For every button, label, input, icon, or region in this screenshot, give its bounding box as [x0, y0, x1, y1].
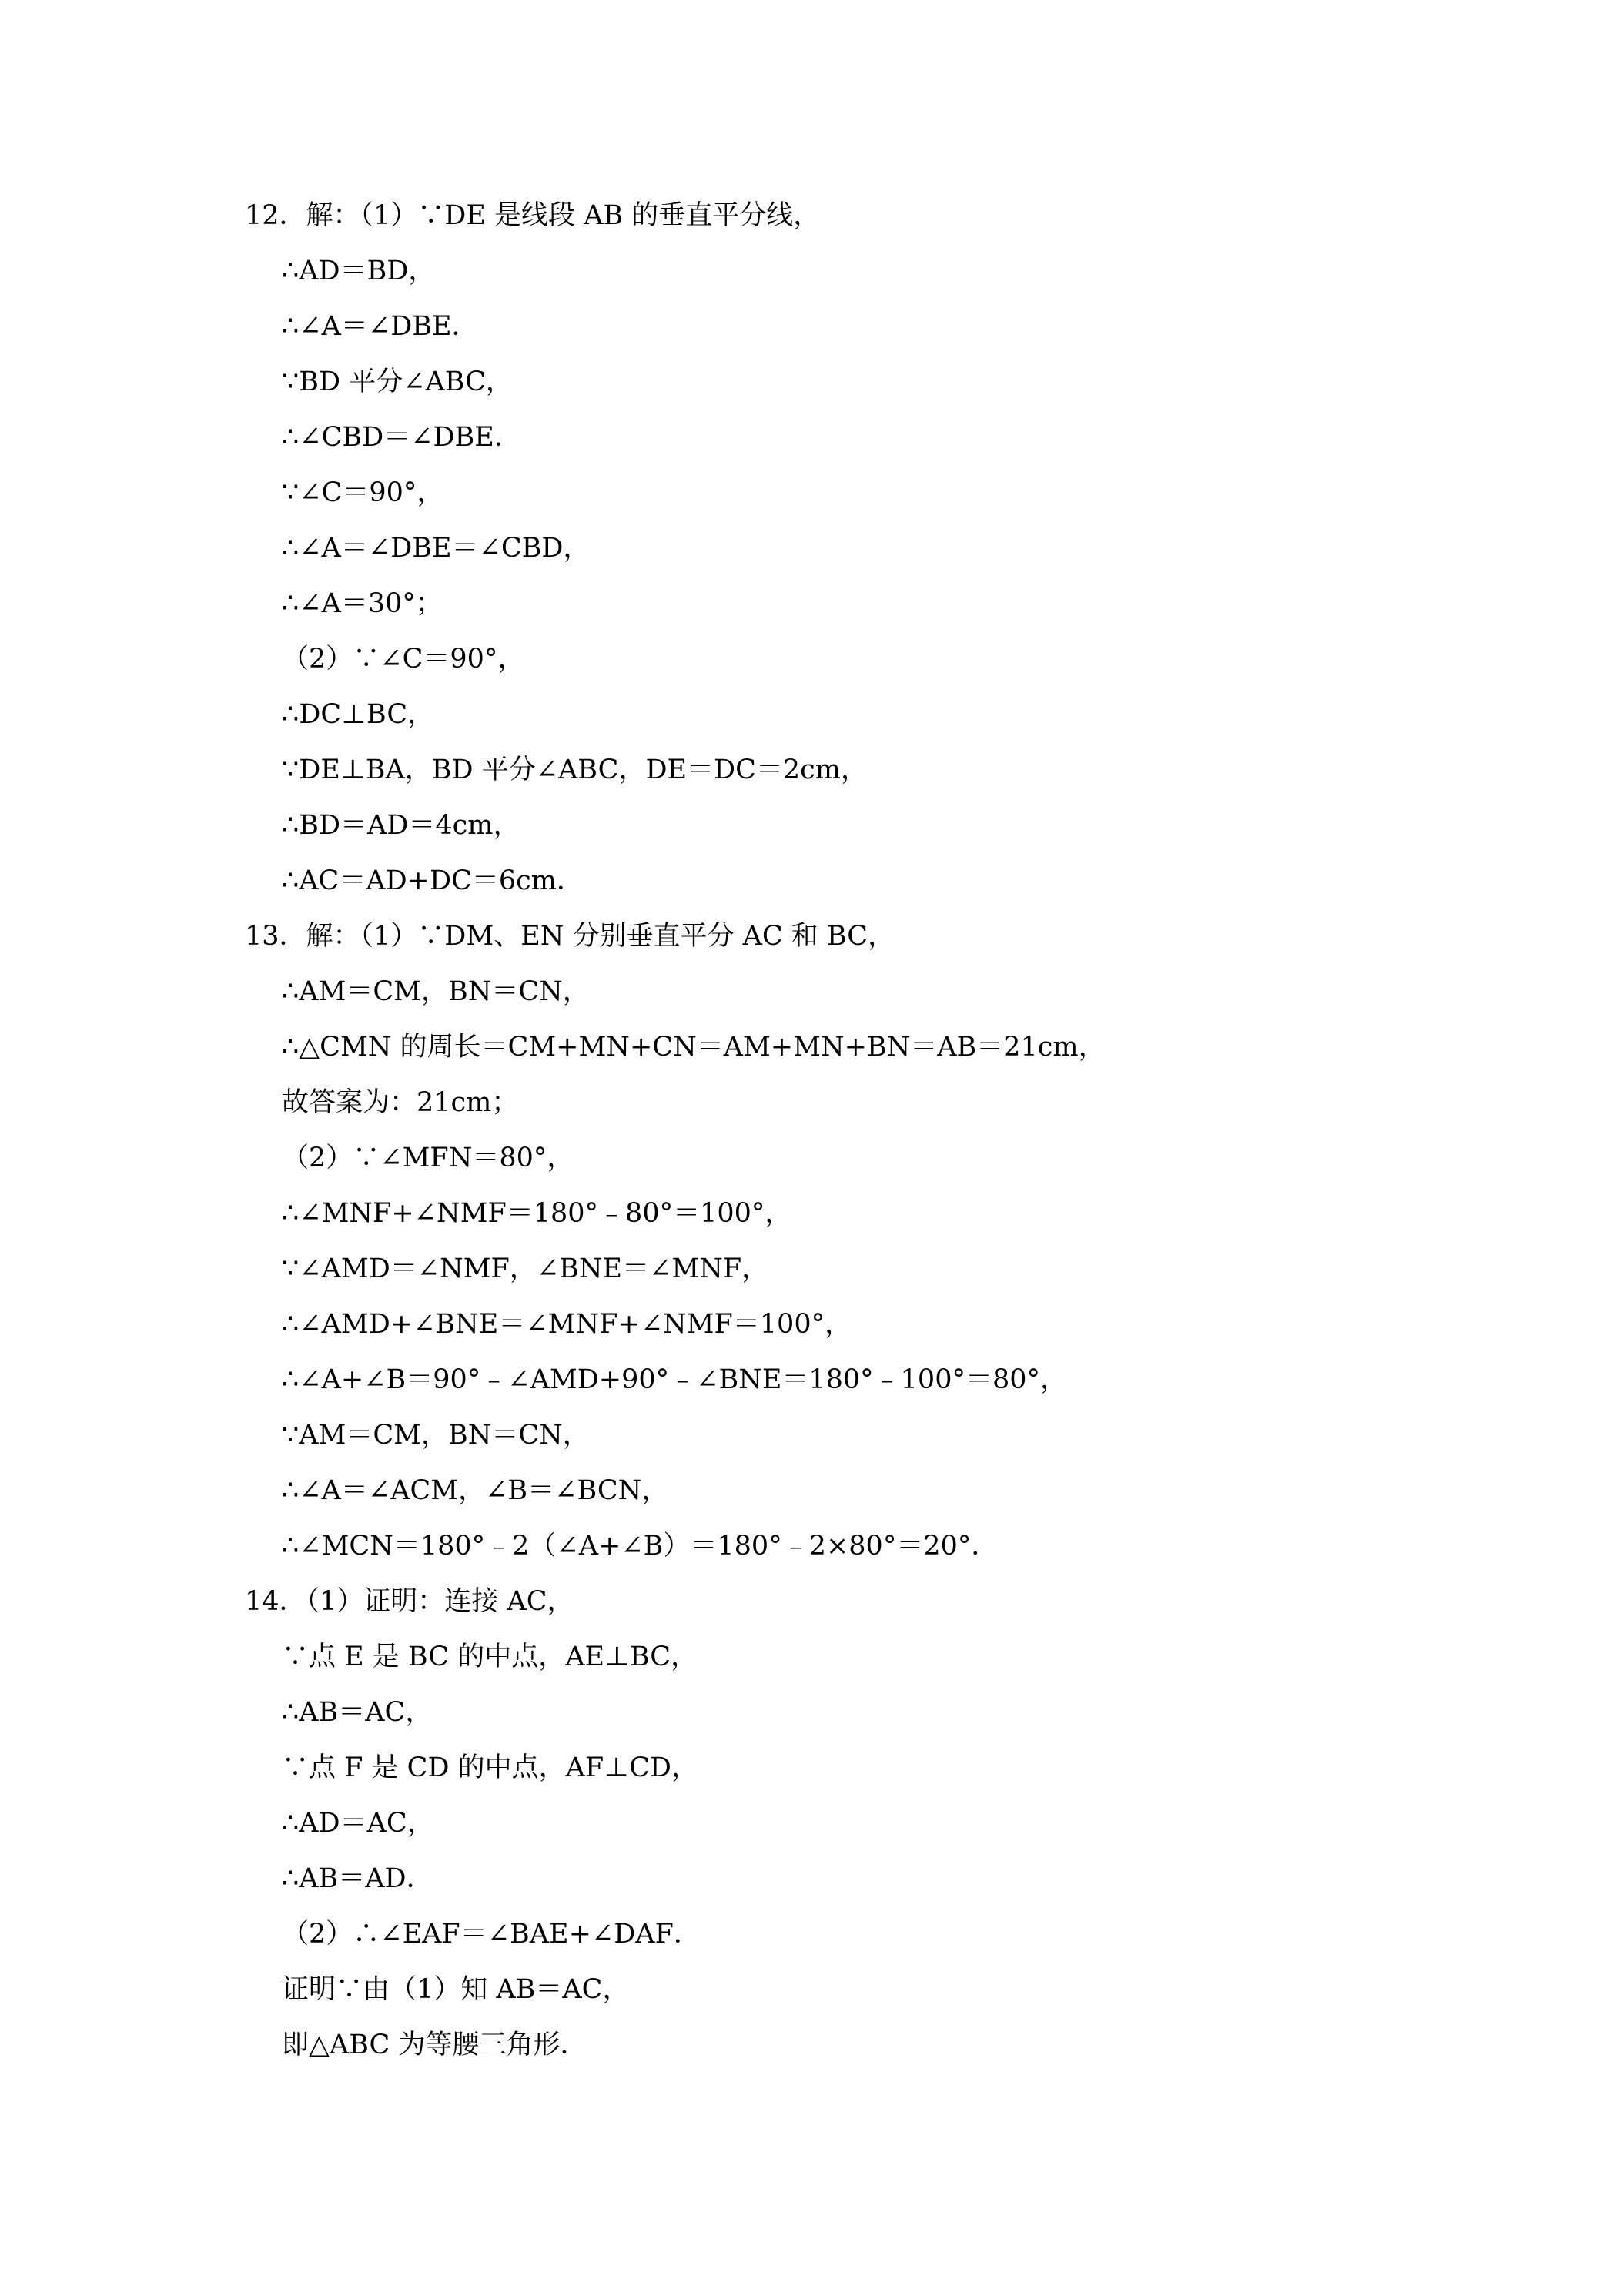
- text-line: （2）∵∠MFN＝80°，: [282, 1143, 574, 1173]
- text-line: ∵BD 平分∠ABC，: [282, 366, 513, 397]
- text-line: 13．解：（1）∵DM、EN 分别垂直平分 AC 和 BC，: [245, 921, 895, 952]
- text-line: （2）∴∠EAF＝∠BAE+∠DAF．: [282, 1919, 701, 1950]
- text-line: ∵∠C＝90°，: [282, 477, 444, 508]
- text-line: ∴∠A＝∠ACM，∠B＝∠BCN，: [282, 1475, 669, 1506]
- text-line: ∵AM＝CM，BN＝CN，: [282, 1420, 590, 1451]
- text-line: 12．解：（1）∵DE 是线段 AB 的垂直平分线，: [245, 200, 821, 231]
- text-line: ∴AB＝AC，: [282, 1697, 433, 1728]
- text-line: ∴AD＝AC，: [282, 1808, 434, 1839]
- text-line: 证明∵由（1）知 AB＝AC，: [282, 1974, 630, 2005]
- text-line: ∴∠A＝∠DBE．: [282, 311, 479, 342]
- text-line: ∵DE⊥BA，BD 平分∠ABC，DE＝DC＝2cm，: [282, 755, 868, 785]
- text-line: 即△ABC 为等腰三角形．: [282, 2030, 587, 2060]
- text-line: ∵点 F 是 CD 的中点，AF⊥CD，: [282, 1752, 698, 1783]
- text-line: ∴∠A+∠B＝90°﹣∠AMD+90°﹣∠BNE＝180°﹣100°＝80°，: [282, 1364, 1068, 1395]
- text-line: ∴AM＝CM，BN＝CN，: [282, 976, 590, 1007]
- text-line: ∴AB＝AD．: [282, 1863, 433, 1894]
- text-line: ∴∠MNF+∠NMF＝180°﹣80°＝100°，: [282, 1198, 792, 1229]
- text-line: ∴∠A＝30°；: [282, 588, 443, 619]
- text-line: ∵点 E 是 BC 的中点，AE⊥BC，: [282, 1642, 698, 1672]
- text-line: ∴BD＝AD＝4cm，: [282, 810, 520, 841]
- text-line: ∵∠AMD＝∠NMF，∠BNE＝∠MNF，: [282, 1253, 769, 1284]
- text-line: ∴△CMN 的周长＝CM+MN+CN＝AM+MN+BN＝AB＝21cm，: [282, 1032, 1106, 1063]
- text-line: （2）∵∠C＝90°，: [282, 644, 525, 674]
- text-line: ∴∠AMD+∠BNE＝∠MNF+∠NMF＝100°，: [282, 1309, 852, 1340]
- text-line: 故答案为：21cm；: [282, 1087, 519, 1118]
- text-line: ∴DC⊥BC，: [282, 699, 435, 730]
- text-line: ∴AD＝BD，: [282, 256, 436, 286]
- text-line: ∴∠CBD＝∠DBE．: [282, 422, 521, 453]
- text-line: ∴AC＝AD+DC＝6cm．: [282, 865, 584, 896]
- text-line: ∴∠MCN＝180°﹣2（∠A+∠B）＝180°﹣2×80°＝20°．: [282, 1531, 999, 1561]
- text-line: 14．（1）证明：连接 AC，: [245, 1586, 574, 1617]
- text-line: ∴∠A＝∠DBE＝∠CBD，: [282, 533, 591, 564]
